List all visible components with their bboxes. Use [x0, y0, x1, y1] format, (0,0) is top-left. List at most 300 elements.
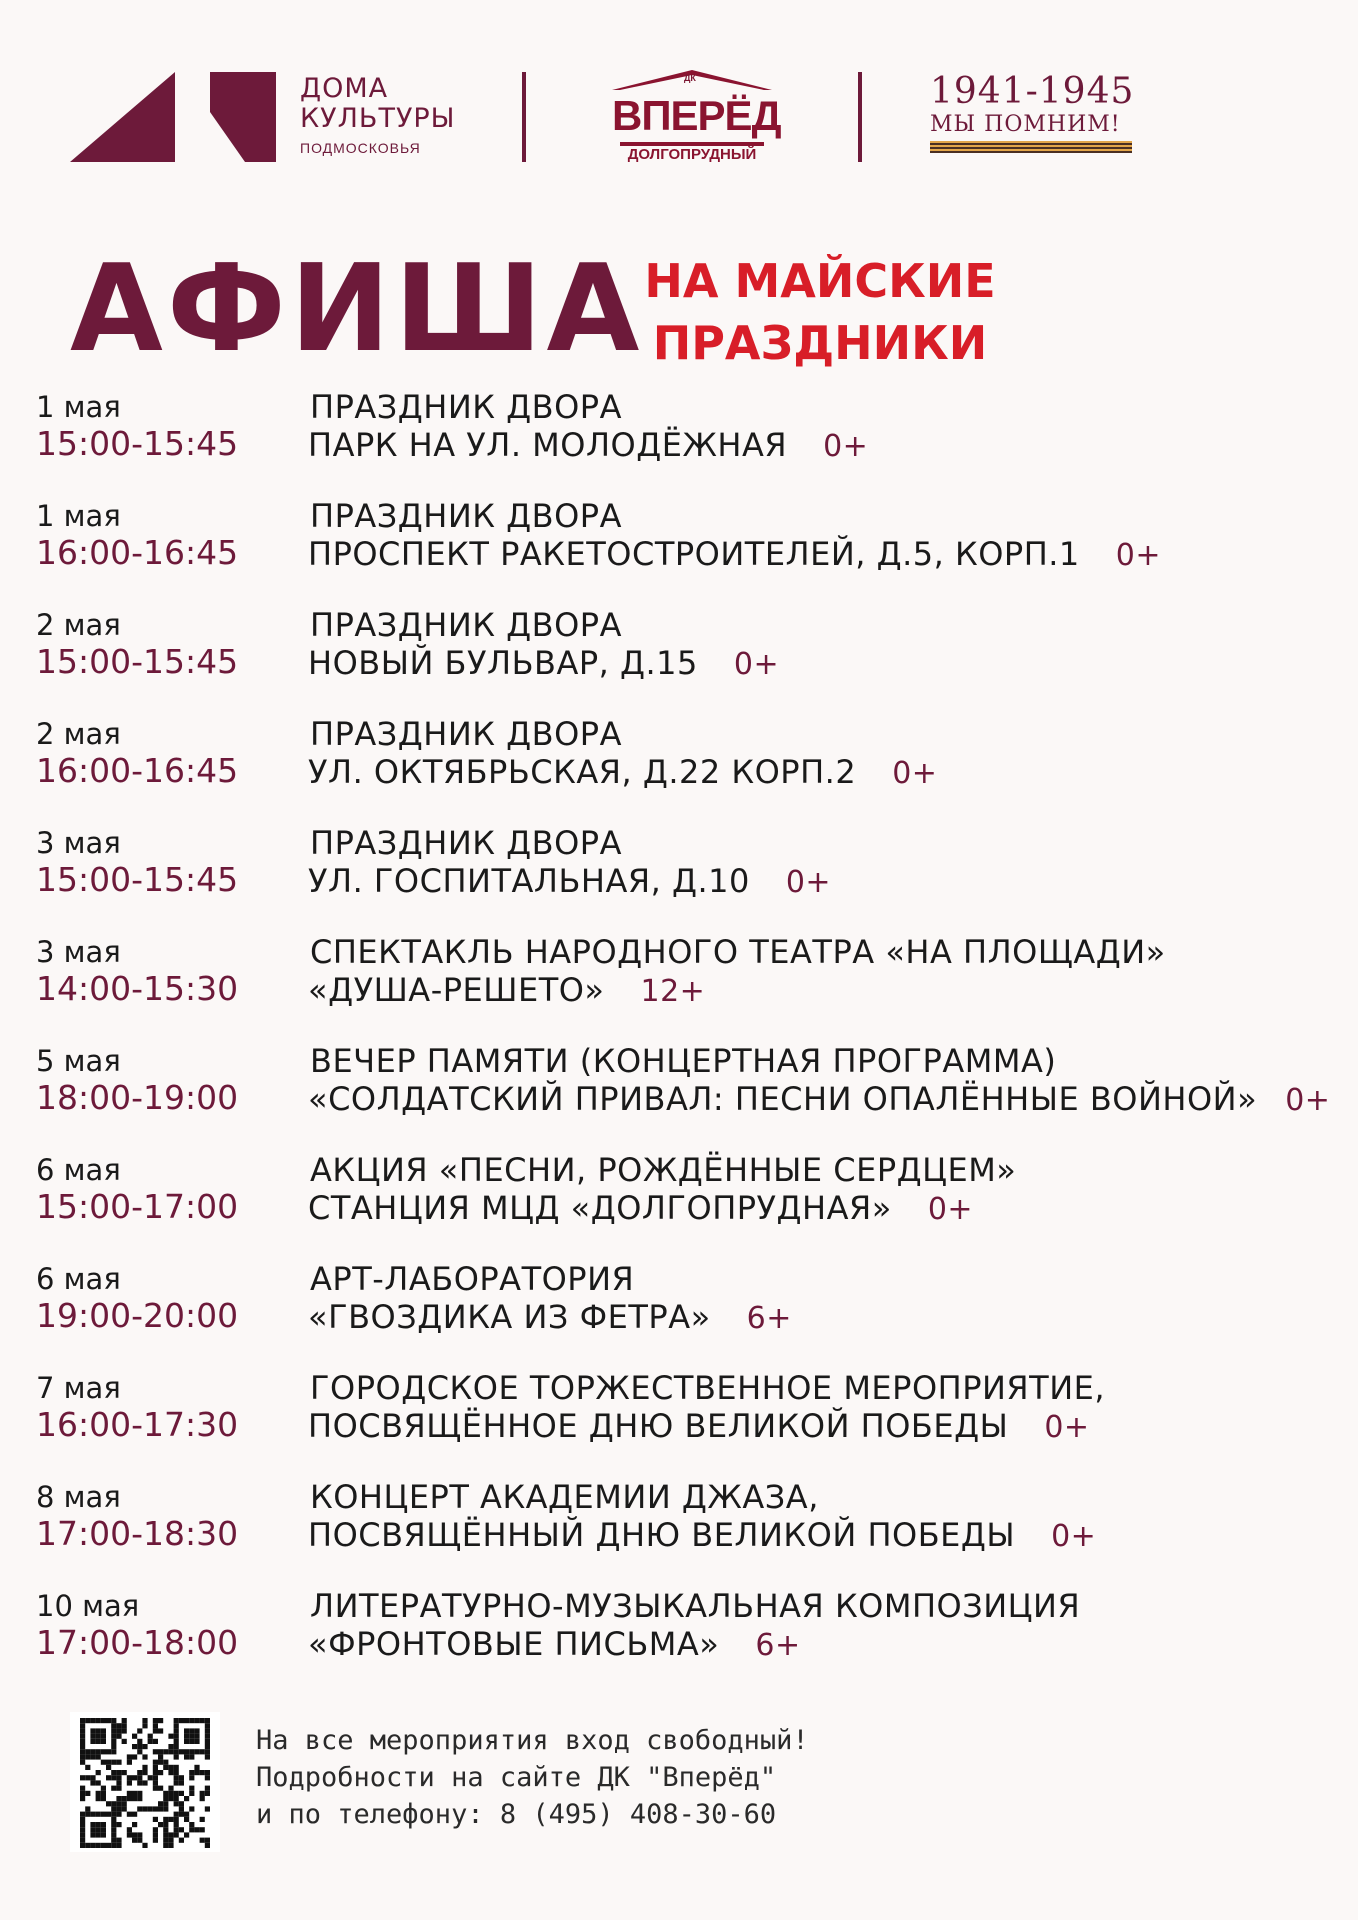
- qr-module: [85, 1843, 90, 1848]
- qr-module: [132, 1812, 137, 1817]
- qr-module: [205, 1843, 210, 1848]
- memory-slogan: МЫ ПОМНИМ!: [930, 112, 1121, 137]
- qr-module: [158, 1728, 163, 1733]
- qr-module: [137, 1744, 142, 1749]
- event-date: 1 мая: [36, 499, 121, 533]
- event-item: [0, 495, 1358, 605]
- event-title: АРТ-ЛАБОРАТОРИЯ: [310, 1260, 635, 1298]
- qr-module: [179, 1791, 184, 1796]
- qr-module: [205, 1806, 210, 1811]
- qr-module: [184, 1728, 189, 1733]
- event-place: «ДУША-РЕШЕТО»: [308, 971, 605, 1009]
- qr-module: [127, 1796, 132, 1801]
- qr-module: [137, 1780, 142, 1785]
- qr-module: [132, 1754, 137, 1759]
- qr-module: [111, 1806, 116, 1811]
- qr-module: [205, 1723, 210, 1728]
- qr-module: [111, 1786, 116, 1791]
- qr-module: [96, 1734, 101, 1739]
- age-rating: 0+: [1044, 1410, 1090, 1445]
- vpered-name: ВПЕРЁД: [612, 92, 781, 139]
- footer-info: [256, 1722, 809, 1833]
- qr-module: [85, 1765, 90, 1770]
- header: [0, 0, 1358, 200]
- qr-module: [174, 1723, 179, 1728]
- qr-module: [205, 1754, 210, 1759]
- event-item: [0, 822, 1358, 932]
- qr-module: [163, 1760, 168, 1765]
- qr-module: [111, 1843, 116, 1848]
- qr-module: [85, 1754, 90, 1759]
- qr-module: [90, 1718, 95, 1723]
- qr-module: [168, 1786, 173, 1791]
- qr-module: [137, 1806, 142, 1811]
- event-place: НОВЫЙ БУЛЬВАР, Д.15: [308, 644, 698, 682]
- qr-module: [132, 1734, 137, 1739]
- qr-module: [174, 1770, 179, 1775]
- dk-logo-text: [300, 74, 456, 156]
- qr-module: [111, 1723, 116, 1728]
- qr-module: [80, 1827, 85, 1832]
- qr-module: [200, 1838, 205, 1843]
- qr-module: [148, 1806, 153, 1811]
- qr-module: [106, 1812, 111, 1817]
- qr-module: [96, 1822, 101, 1827]
- memory-years: 1941-1945: [930, 71, 1135, 112]
- qr-module: [174, 1775, 179, 1780]
- event-place-row: [308, 1407, 1090, 1445]
- qr-module: [116, 1760, 121, 1765]
- qr-module: [189, 1827, 194, 1832]
- qr-module: [101, 1739, 106, 1744]
- event-title: ПРАЗДНИК ДВОРА: [310, 497, 622, 535]
- qr-module: [96, 1728, 101, 1733]
- qr-module: [184, 1754, 189, 1759]
- qr-module: [85, 1791, 90, 1796]
- qr-module: [101, 1827, 106, 1832]
- qr-module: [174, 1827, 179, 1832]
- qr-module: [142, 1754, 147, 1759]
- subtitle-line2: ПРАЗДНИКИ: [652, 316, 988, 370]
- footer-line3: и по телефону: 8 (495) 408-30-60: [256, 1799, 777, 1830]
- qr-module: [174, 1801, 179, 1806]
- qr-module: [127, 1760, 132, 1765]
- event-place: ПАРК НА УЛ. МОЛОДЁЖНАЯ: [308, 426, 788, 464]
- qr-module: [101, 1749, 106, 1754]
- qr-module: [116, 1796, 121, 1801]
- qr-module: [85, 1775, 90, 1780]
- qr-module: [179, 1827, 184, 1832]
- age-rating: 12+: [640, 974, 706, 1009]
- qr-module: [153, 1786, 158, 1791]
- event-place: ПОСВЯЩЁННОЕ ДНЮ ВЕЛИКОЙ ПОБЕДЫ: [308, 1407, 1009, 1445]
- qr-module: [194, 1734, 199, 1739]
- qr-module: [200, 1770, 205, 1775]
- qr-module: [96, 1843, 101, 1848]
- qr-module: [179, 1718, 184, 1723]
- qr-module: [174, 1765, 179, 1770]
- qr-module: [116, 1770, 121, 1775]
- qr-module: [90, 1749, 95, 1754]
- qr-module: [137, 1832, 142, 1837]
- event-title: АКЦИЯ «ПЕСНИ, РОЖДЁННЫЕ СЕРДЦЕМ»: [310, 1151, 1017, 1189]
- event-time: 16:00-17:30: [36, 1405, 239, 1444]
- qr-module: [163, 1843, 168, 1848]
- qr-module: [90, 1739, 95, 1744]
- qr-module: [184, 1739, 189, 1744]
- event-date: 7 мая: [36, 1371, 121, 1405]
- event-date: 10 мая: [36, 1589, 140, 1623]
- qr-module: [111, 1838, 116, 1843]
- footer: [70, 1712, 1270, 1852]
- qr-module: [127, 1827, 132, 1832]
- event-time: 14:00-15:30: [36, 969, 239, 1008]
- event-date: 6 мая: [36, 1153, 121, 1187]
- event-date: 1 мая: [36, 390, 121, 424]
- qr-module: [194, 1749, 199, 1754]
- event-time: 16:00-16:45: [36, 533, 239, 572]
- qr-module: [163, 1765, 168, 1770]
- page-subtitle: [620, 250, 1020, 374]
- qr-module: [101, 1728, 106, 1733]
- qr-module: [80, 1723, 85, 1728]
- qr-module: [163, 1838, 168, 1843]
- qr-module: [153, 1760, 158, 1765]
- event-item: [0, 1585, 1358, 1695]
- qr-module: [189, 1749, 194, 1754]
- qr-module: [127, 1775, 132, 1780]
- qr-module: [205, 1739, 210, 1744]
- qr-module: [96, 1770, 101, 1775]
- qr-module: [116, 1786, 121, 1791]
- qr-module: [80, 1832, 85, 1837]
- event-place-row: [308, 644, 779, 682]
- qr-module: [168, 1770, 173, 1775]
- qr-module: [116, 1780, 121, 1785]
- qr-module: [137, 1791, 142, 1796]
- qr-module: [80, 1796, 85, 1801]
- qr-module: [158, 1754, 163, 1759]
- event-place-row: [308, 1080, 1330, 1118]
- qr-module: [127, 1780, 132, 1785]
- qr-module: [189, 1734, 194, 1739]
- qr-module: [80, 1843, 85, 1848]
- qr-module: [142, 1780, 147, 1785]
- qr-module: [122, 1801, 127, 1806]
- vpered-dk-label: ДК: [684, 73, 696, 83]
- event-item: [0, 1367, 1358, 1477]
- qr-module: [137, 1739, 142, 1744]
- qr-module: [127, 1812, 132, 1817]
- qr-module: [174, 1734, 179, 1739]
- qr-module: [96, 1827, 101, 1832]
- qr-module: [101, 1718, 106, 1723]
- qr-module: [132, 1832, 137, 1837]
- qr-module: [168, 1796, 173, 1801]
- qr-module: [168, 1765, 173, 1770]
- qr-module: [132, 1775, 137, 1780]
- qr-module: [174, 1822, 179, 1827]
- qr-module: [205, 1744, 210, 1749]
- qr-module: [101, 1822, 106, 1827]
- event-item: [0, 1258, 1358, 1368]
- qr-module: [205, 1775, 210, 1780]
- qr-module: [189, 1739, 194, 1744]
- qr-module: [111, 1801, 116, 1806]
- age-rating: 0+: [823, 429, 869, 464]
- event-title: ГОРОДСКОЕ ТОРЖЕСТВЕННОЕ МЕРОПРИЯТИЕ,: [310, 1369, 1106, 1407]
- qr-module: [200, 1796, 205, 1801]
- qr-module: [122, 1796, 127, 1801]
- qr-module: [111, 1770, 116, 1775]
- qr-module: [142, 1723, 147, 1728]
- qr-module: [163, 1749, 168, 1754]
- qr-module: [116, 1723, 121, 1728]
- qr-module: [116, 1812, 121, 1817]
- qr-module: [174, 1817, 179, 1822]
- qr-module: [80, 1739, 85, 1744]
- qr-module: [153, 1718, 158, 1723]
- qr-module: [106, 1749, 111, 1754]
- event-date: 5 мая: [36, 1044, 121, 1078]
- qr-module: [106, 1760, 111, 1765]
- qr-module: [200, 1791, 205, 1796]
- qr-module: [111, 1739, 116, 1744]
- qr-module: [90, 1827, 95, 1832]
- age-rating: 0+: [785, 865, 832, 900]
- qr-module: [142, 1744, 147, 1749]
- qr-module: [101, 1843, 106, 1848]
- qr-module: [116, 1801, 121, 1806]
- qr-module: [111, 1734, 116, 1739]
- qr-module: [163, 1791, 168, 1796]
- event-place: «ГВОЗДИКА ИЗ ФЕТРА»: [308, 1298, 711, 1336]
- qr-module: [153, 1749, 158, 1754]
- event-title: ПРАЗДНИК ДВОРА: [310, 715, 622, 753]
- age-rating: 0+: [733, 647, 780, 682]
- qr-module: [148, 1734, 153, 1739]
- qr-module: [184, 1817, 189, 1822]
- event-place: ПРОСПЕКТ РАКЕТОСТРОИТЕЛЕЙ, Д.5, КОРП.1: [308, 535, 1080, 573]
- qr-module: [174, 1728, 179, 1733]
- qr-module: [90, 1822, 95, 1827]
- qr-module: [137, 1728, 142, 1733]
- qr-module: [189, 1728, 194, 1733]
- page-title: АФИША: [70, 240, 644, 379]
- event-time: 15:00-15:45: [36, 424, 239, 463]
- qr-code[interactable]: [70, 1712, 220, 1852]
- qr-module: [179, 1749, 184, 1754]
- qr-module: [106, 1718, 111, 1723]
- qr-module: [132, 1796, 137, 1801]
- qr-module: [80, 1786, 85, 1791]
- event-place-row: [308, 1516, 1096, 1554]
- qr-module: [127, 1791, 132, 1796]
- header-divider: [858, 72, 862, 162]
- qr-module: [179, 1775, 184, 1780]
- qr-module: [200, 1718, 205, 1723]
- qr-module: [163, 1832, 168, 1837]
- qr-module: [80, 1838, 85, 1843]
- qr-module: [111, 1822, 116, 1827]
- qr-module: [111, 1812, 116, 1817]
- qr-module: [189, 1786, 194, 1791]
- event-item: [0, 1149, 1358, 1259]
- age-rating: 0+: [1285, 1083, 1331, 1118]
- qr-module: [168, 1832, 173, 1837]
- qr-module: [101, 1786, 106, 1791]
- qr-module: [153, 1728, 158, 1733]
- qr-module: [153, 1775, 158, 1780]
- qr-module: [111, 1827, 116, 1832]
- qr-module: [85, 1812, 90, 1817]
- qr-module: [90, 1780, 95, 1785]
- qr-module: [122, 1723, 127, 1728]
- event-title: ПРАЗДНИК ДВОРА: [310, 606, 622, 644]
- qr-module: [116, 1838, 121, 1843]
- qr-module: [111, 1832, 116, 1837]
- qr-module: [116, 1728, 121, 1733]
- qr-module: [80, 1718, 85, 1723]
- qr-module: [90, 1728, 95, 1733]
- event-item: [0, 386, 1358, 496]
- qr-module: [174, 1718, 179, 1723]
- qr-module: [80, 1812, 85, 1817]
- qr-module: [132, 1791, 137, 1796]
- event-place: «СОЛДАТСКИЙ ПРИВАЛ: ПЕСНИ ОПАЛЁННЫЕ ВОЙНОЙ»: [308, 1080, 1258, 1118]
- qr-module: [127, 1832, 132, 1837]
- qr-module: [189, 1770, 194, 1775]
- qr-module: [174, 1739, 179, 1744]
- qr-module: [101, 1791, 106, 1796]
- qr-module: [189, 1806, 194, 1811]
- qr-module: [96, 1749, 101, 1754]
- qr-module: [189, 1754, 194, 1759]
- qr-module: [184, 1812, 189, 1817]
- qr-module: [168, 1791, 173, 1796]
- dk-line1: ДОМА: [300, 73, 389, 104]
- qr-module: [205, 1728, 210, 1733]
- event-date: 2 мая: [36, 717, 121, 751]
- qr-module: [205, 1786, 210, 1791]
- qr-module: [122, 1770, 127, 1775]
- qr-module: [174, 1796, 179, 1801]
- age-rating: 0+: [927, 1192, 974, 1227]
- event-time: 17:00-18:30: [36, 1514, 239, 1553]
- qr-module: [111, 1817, 116, 1822]
- qr-module: [179, 1838, 184, 1843]
- qr-module: [205, 1734, 210, 1739]
- qr-module: [116, 1822, 121, 1827]
- qr-module: [90, 1832, 95, 1837]
- event-place-row: [308, 1298, 792, 1336]
- age-rating: 0+: [1115, 538, 1162, 573]
- st-george-ribbon-icon: [930, 141, 1132, 153]
- qr-module: [194, 1770, 199, 1775]
- qr-module: [106, 1801, 111, 1806]
- qr-module: [122, 1739, 127, 1744]
- qr-module: [96, 1832, 101, 1837]
- qr-module: [90, 1734, 95, 1739]
- age-rating: 0+: [892, 756, 938, 791]
- qr-module: [158, 1822, 163, 1827]
- qr-module: [153, 1817, 158, 1822]
- qr-module: [111, 1749, 116, 1754]
- qr-module: [205, 1770, 210, 1775]
- event-time: 15:00-17:00: [36, 1187, 239, 1226]
- qr-module: [174, 1791, 179, 1796]
- qr-module: [148, 1775, 153, 1780]
- qr-module: [179, 1812, 184, 1817]
- qr-module: [132, 1822, 137, 1827]
- qr-module: [153, 1780, 158, 1785]
- qr-module: [189, 1822, 194, 1827]
- qr-module: [158, 1786, 163, 1791]
- qr-module: [80, 1817, 85, 1822]
- qr-module: [111, 1760, 116, 1765]
- qr-module: [194, 1728, 199, 1733]
- qr-module: [106, 1843, 111, 1848]
- qr-module: [80, 1754, 85, 1759]
- qr-module: [153, 1765, 158, 1770]
- qr-module: [116, 1843, 121, 1848]
- qr-module: [116, 1806, 121, 1811]
- qr-module: [179, 1801, 184, 1806]
- qr-module: [205, 1838, 210, 1843]
- qr-module: [96, 1718, 101, 1723]
- subtitle-line1: НА МАЙСКИЕ: [644, 254, 996, 308]
- event-title: ЛИТЕРАТУРНО-МУЗЫКАЛЬНАЯ КОМПОЗИЦИЯ: [310, 1587, 1081, 1625]
- event-place: УЛ. ГОСПИТАЛЬНАЯ, Д.10: [308, 862, 750, 900]
- event-date: 6 мая: [36, 1262, 121, 1296]
- qr-module: [168, 1817, 173, 1822]
- qr-module: [148, 1739, 153, 1744]
- dk-line2: КУЛЬТУРЫ: [300, 103, 456, 134]
- qr-module: [137, 1775, 142, 1780]
- qr-module: [163, 1796, 168, 1801]
- qr-module: [184, 1796, 189, 1801]
- qr-module: [189, 1775, 194, 1780]
- qr-module: [184, 1749, 189, 1754]
- qr-module: [194, 1827, 199, 1832]
- qr-module: [111, 1775, 116, 1780]
- event-title: СПЕКТАКЛЬ НАРОДНОГО ТЕАТРА «НА ПЛОЩАДИ»: [310, 933, 1166, 971]
- qr-module: [200, 1749, 205, 1754]
- qr-module: [168, 1734, 173, 1739]
- header-divider: [522, 72, 526, 162]
- qr-module: [90, 1812, 95, 1817]
- event-place-row: [308, 1189, 973, 1227]
- qr-module: [153, 1739, 158, 1744]
- qr-module: [163, 1801, 168, 1806]
- qr-module: [174, 1749, 179, 1754]
- qr-module: [132, 1838, 137, 1843]
- qr-module: [158, 1760, 163, 1765]
- qr-module: [80, 1822, 85, 1827]
- qr-module: [200, 1817, 205, 1822]
- qr-module: [158, 1770, 163, 1775]
- qr-module: [137, 1838, 142, 1843]
- qr-module: [122, 1728, 127, 1733]
- qr-module: [132, 1744, 137, 1749]
- qr-module: [96, 1796, 101, 1801]
- qr-module: [168, 1838, 173, 1843]
- qr-module: [158, 1801, 163, 1806]
- qr-module: [168, 1843, 173, 1848]
- qr-module: [163, 1817, 168, 1822]
- event-date: 3 мая: [36, 826, 121, 860]
- qr-module: [80, 1775, 85, 1780]
